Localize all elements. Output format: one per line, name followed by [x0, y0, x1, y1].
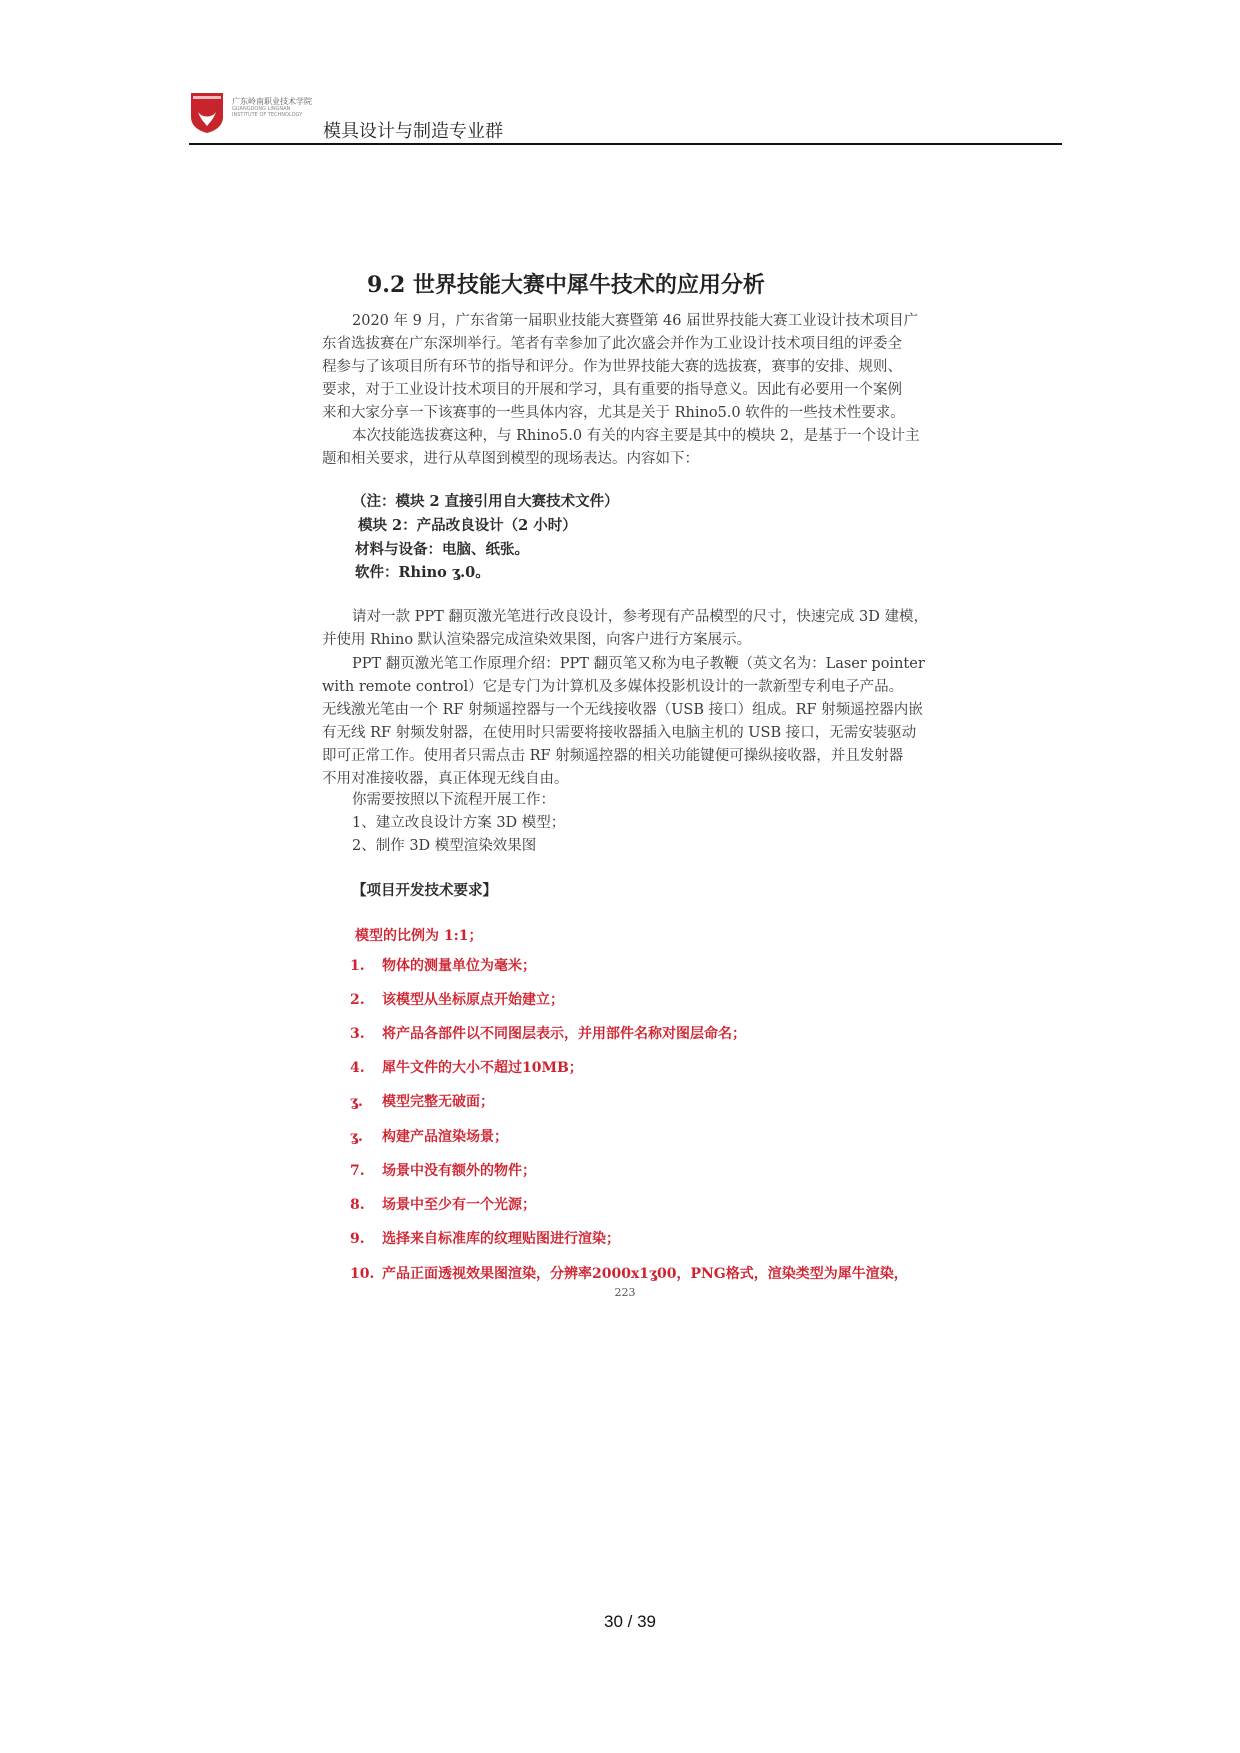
requirement-number: 2. [350, 992, 365, 1008]
note-line: 模块 2：产品改良设计（2 小时） [358, 517, 577, 534]
task-line: 2、制作 3D 模型渲染效果图 [352, 838, 537, 854]
task-line: 并使用 Rhino 默认渲染器完成渲染效果图，向客户进行方案展示。 [322, 632, 752, 648]
page-counter: 30 / 39 [604, 1612, 656, 1631]
task-line: with remote control）它是专门为计算机及多媒体投影机设计的一款新型专利电子产品。 [322, 679, 904, 695]
requirement-number: 7. [350, 1163, 365, 1179]
requirements-heading: 【项目开发技术要求】 [352, 882, 497, 899]
requirement-item [350, 1091, 494, 1111]
requirement-text: 模型完整无破面； [382, 1094, 494, 1110]
note-line: 材料与设备：电脑、纸张。 [355, 541, 529, 558]
requirement-text: 将产品各部件以不同图层表示，并用部件名称对图层命名； [382, 1026, 746, 1042]
intro-line: 来和大家分享一下该赛事的一些具体内容，尤其是关于 Rhino5.0 软件的一些技术性要求。 [322, 405, 905, 421]
task-line: 有无线 RF 射频发射器，在使用时只需要将接收器插入电脑主机的 USB 接口，无需安装驱动 [322, 725, 917, 741]
requirement-number: 1. [350, 958, 365, 974]
task-line: 1、建立改良设计方案 3D 模型； [352, 815, 566, 831]
header-divider [189, 143, 1062, 145]
school-name [232, 97, 312, 118]
note-line: 软件：Rhino ʓ.0。 [355, 564, 490, 581]
requirement-number: 10. [350, 1266, 375, 1282]
requirement-item [350, 1263, 908, 1283]
school-name-en: INSTITUTE OF TECHNOLOGY [232, 112, 303, 118]
task-line: 即可正常工作。使用者只需点击 RF 射频遥控器的相关功能键便可操纵接收器，并且发射器 [322, 748, 904, 764]
task-line: 你需要按照以下流程开展工作： [352, 792, 555, 808]
section-title: 9.2 世界技能大赛中犀牛技术的应用分析 [367, 272, 765, 298]
school-logo-icon [190, 92, 224, 134]
note-line: （注：模块 2 直接引用自大赛技术文件） [352, 493, 619, 510]
school-name-cn: 广东岭南职业技术学院 [232, 97, 312, 106]
requirement-text: 场景中至少有一个光源； [382, 1197, 536, 1213]
task-line: PPT 翻页激光笔工作原理介绍：PPT 翻页笔又称为电子教鞭（英文名为：Laser pointer [352, 656, 925, 672]
intro-line: 要求，对于工业设计技术项目的开展和学习，具有重要的指导意义。因此有必要用一个案例 [322, 382, 902, 398]
requirement-item [350, 1023, 746, 1043]
requirement-item [350, 1057, 583, 1077]
requirement-number: ʓ. [350, 1094, 363, 1110]
intro-line: 程参与了该项目所有环节的指导和评分。作为世界技能大赛的选拔赛，赛事的安排、规则、 [322, 359, 902, 375]
requirement-number: 8. [350, 1197, 365, 1213]
scale-requirement: 模型的比例为 1:1； [355, 928, 483, 944]
requirement-item [350, 1194, 536, 1214]
requirement-text: 场景中没有额外的物件； [382, 1163, 536, 1179]
requirement-item [350, 955, 536, 975]
book-page-number: 223 [614, 1286, 636, 1299]
intro-line: 本次技能选拔赛这种，与 Rhino5.0 有关的内容主要是其中的模块 2，是基于一个设计主 [352, 428, 920, 444]
requirement-item [350, 1228, 620, 1248]
requirement-text: 该模型从坐标原点开始建立； [382, 992, 564, 1008]
requirement-text: 产品正面透视效果图渲染，分辨率2000x1ʓ00，PNG格式，渲染类型为犀牛渲染， [382, 1266, 908, 1282]
requirement-number: 3. [350, 1026, 365, 1042]
task-line: 请对一款 PPT 翻页激光笔进行改良设计，参考现有产品模型的尺寸，快速完成 3D 建模， [352, 609, 928, 625]
requirement-number: 4. [350, 1060, 365, 1076]
intro-line: 2020 年 9 月，广东省第一届职业技能大赛暨第 46 届世界技能大赛工业设计技术项目广 [352, 313, 919, 329]
task-line: 不用对准接收器，真正体现无线自由。 [322, 771, 569, 787]
requirement-number: ʓ. [350, 1129, 363, 1145]
task-line: 无线激光笔由一个 RF 射频遥控器与一个无线接收器（USB 接口）组成。RF 射频遥控器内嵌 [322, 702, 923, 718]
intro-line: 题和相关要求，进行从草图到模型的现场表达。内容如下： [322, 451, 699, 467]
requirement-number: 9. [350, 1231, 365, 1247]
requirement-item [350, 989, 564, 1009]
school-name-en: GUANGDONG LINGNAN [232, 106, 291, 112]
intro-line: 东省选拔赛在广东深圳举行。笔者有幸参加了此次盛会并作为工业设计技术项目组的评委全 [322, 336, 902, 352]
requirement-item [350, 1160, 536, 1180]
department-header: 模具设计与制造专业群 [323, 121, 503, 142]
requirement-text: 构建产品渲染场景； [382, 1129, 508, 1145]
requirement-text: 物体的测量单位为毫米； [382, 958, 536, 974]
requirement-item [350, 1126, 508, 1146]
requirement-text: 犀牛文件的大小不超过10MB； [382, 1060, 583, 1076]
requirement-text: 选择来自标准库的纹理贴图进行渲染； [382, 1231, 620, 1247]
